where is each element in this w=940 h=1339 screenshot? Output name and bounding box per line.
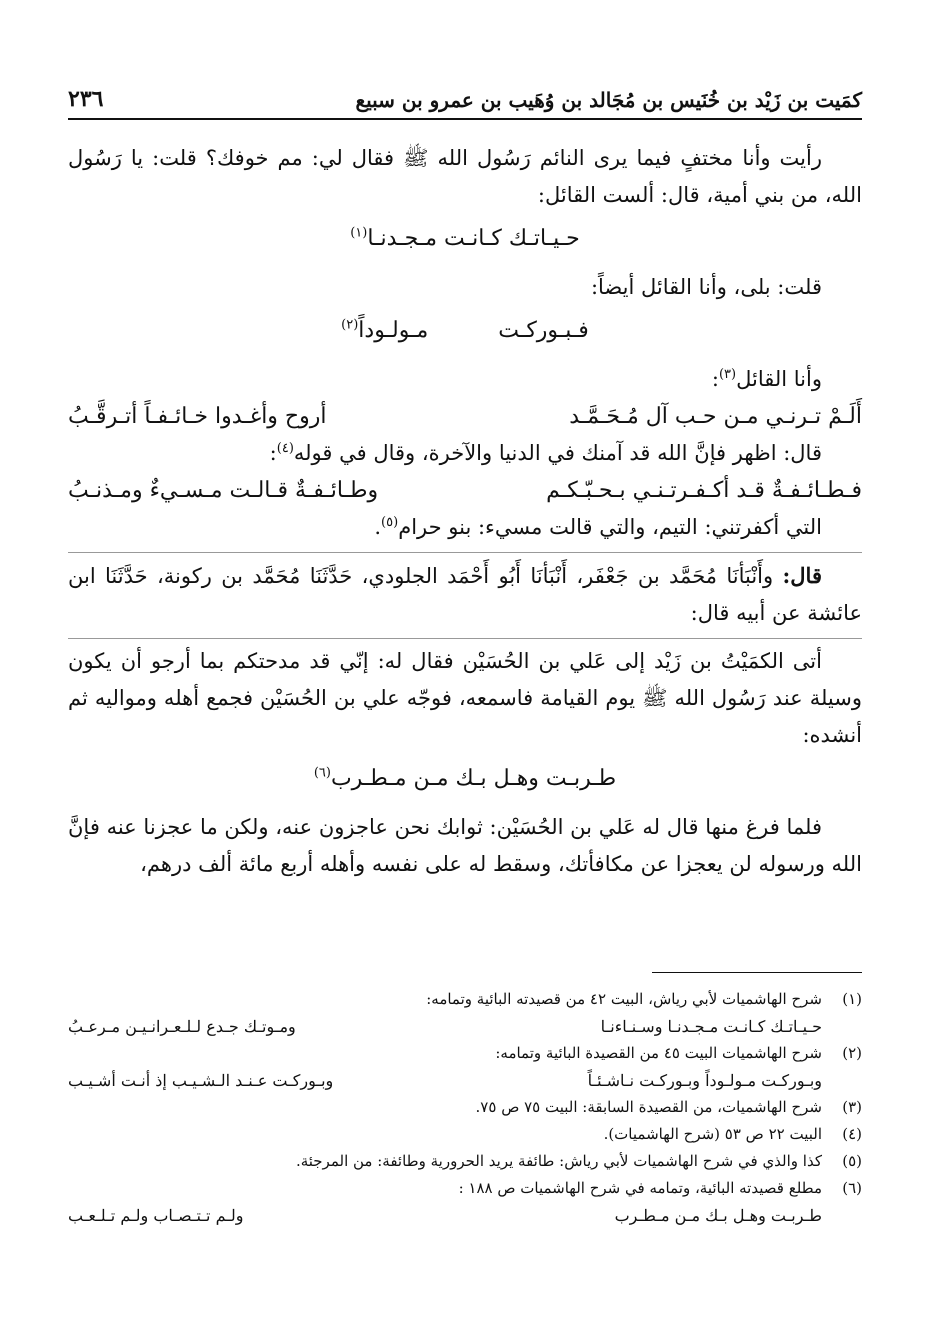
punctuation: : — [711, 367, 719, 391]
footnote-text: شرح الهاشميات البيت ٤٥ من القصيدة البائية وتمامه: — [495, 1044, 822, 1062]
footnote-item — [68, 1148, 862, 1175]
footnotes — [68, 986, 862, 1229]
footnote-number: (١) — [842, 990, 862, 1008]
paragraph-text: قال: اظهر فإنَّ الله قد آمنك في الدنيا والآخرة، وقال في قوله — [293, 441, 822, 465]
verse-hemistich-right: أَلَـمْ تـرنـي مـن حـب آل مُـحَـمَّـد — [569, 404, 862, 429]
footnote-number: (٣) — [842, 1098, 862, 1116]
footnote-text: شرح الهاشميات لأبي رياش، البيت ٤٢ من قصيدته البائية وتمامه: — [426, 990, 822, 1008]
verse-couplet — [68, 398, 862, 435]
verse-text: فـبـوركـت — [498, 318, 589, 343]
footnote-number: (٤) — [842, 1125, 862, 1143]
footnote-verse — [68, 1202, 862, 1229]
page-number: ٢٣٦ — [68, 86, 104, 112]
footnote-ref[interactable]: (٢) — [341, 317, 359, 333]
punctuation: . — [374, 515, 382, 539]
footnote-number: (٥) — [842, 1152, 862, 1170]
verse-text: طـربـت وهـل بـك مـن مـطـرب — [330, 766, 617, 791]
paragraph — [68, 809, 862, 883]
verse-text: مـولـوداً — [358, 318, 429, 343]
verse-hemistich-left: وطـائـفـةٌ قـالـت مـسـيءٌ ومـذنـبُ — [68, 478, 379, 503]
paragraph — [68, 552, 862, 632]
footnote-number: (٢) — [842, 1044, 862, 1062]
paragraph-text: رأيت وأنا مختفٍ فيما يرى النائم رَسُول الله ﷺ فقال لي: مم خوفك؟ قلت: يا رَسُول الله، من بني أمية، قال: ألست القائل: — [68, 146, 862, 207]
verse-hemistich-right: حـيـاتـك كـانـت مـجـدنـا وسـنـاءنـا — [600, 1017, 822, 1036]
footnote-item — [68, 1121, 862, 1148]
footnote-ref[interactable]: (١) — [350, 225, 368, 241]
paragraph — [68, 140, 862, 214]
verse-line — [68, 220, 862, 257]
page-header — [68, 76, 862, 120]
main-text — [68, 140, 862, 883]
footnote-text: كذا والذي في شرح الهاشميات لأبي رياش: طائفة يريد الحرورية وطائفة: من المرجئة. — [295, 1152, 822, 1170]
running-title: كمَيت بن زَيْد بن خُنَيس بن مُجَالد بن وُهَيب بن عمرو بن سبيع — [355, 88, 862, 112]
paragraph-label: قال: — [782, 563, 822, 588]
verse-hemistich-left: ولـم تـتـصـاب ولـم تـلـعـب — [68, 1206, 244, 1225]
verse-line — [68, 760, 862, 797]
verse-hemistich-right: وبـوركـت مـولـوداً وبـوركـت نـاشـئـاً — [587, 1071, 822, 1090]
verse-hemistich-right: فـطـائـفـةٌ قـد أكـفـرتـنـي بـحـبّـكـم — [546, 478, 862, 503]
footnote-ref[interactable]: (٥) — [381, 515, 399, 530]
footnote-ref[interactable]: (٤) — [276, 441, 294, 456]
verse-line — [68, 312, 862, 349]
verse-hemistich-left: ومـوتـك جـدع لـلـعـرانـيـن مـرعـبُ — [68, 1017, 296, 1036]
paragraph — [68, 638, 862, 754]
paragraph — [68, 361, 862, 398]
footnote-ref[interactable]: (٦) — [313, 765, 331, 781]
verse-hemistich-left: وبـوركـت عـنـد الـشـيـب إذ أنـت أشـيـب — [68, 1071, 334, 1090]
paragraph — [68, 435, 862, 472]
paragraph-text: التي أكفرتني: التيم، والتي قالت مسيء: بنو حرام — [398, 515, 822, 539]
verse-hemistich-right: طـربـت وهـل بـك مـن مـطـرب — [614, 1206, 822, 1225]
footnote-item — [68, 1094, 862, 1121]
verse-couplet — [68, 472, 862, 509]
paragraph-text: قلت: بلى، وأنا القائل أيضاً: — [590, 275, 822, 299]
footnote-text: مطلع قصيدته البائية، وتمامه في شرح الهاشميات ص ١٨٨ : — [458, 1179, 822, 1197]
punctuation: : — [269, 441, 277, 465]
footnote-ref[interactable]: (٣) — [718, 367, 737, 382]
paragraph — [68, 509, 862, 546]
paragraph-text: أتى الكمَيْتُ بن زَيْد إلى عَلي بن الحُسَيْن فقال له: إنّي قد مدحتكم بما أرجو أن يكون وسيلة عند رَسُول الله ﷺ يوم القيامة فاسمعه، فوجّه علي بن الحُسَيْن فجمع أهله ومواليه ثم أنشده: — [68, 649, 862, 747]
paragraph-text: وأنا القائل — [736, 367, 822, 391]
footnote-text: شرح الهاشميات، من القصيدة السابقة: البيت ٧٥ ص ٧٥. — [475, 1098, 822, 1116]
footnote-item — [68, 986, 862, 1040]
footnote-verse — [68, 1013, 862, 1040]
footnote-number: (٦) — [842, 1179, 862, 1197]
footnote-divider — [652, 972, 862, 973]
footnote-text: البيت ٢٢ ص ٥٣ (شرح الهاشميات). — [603, 1125, 822, 1143]
footnote-item — [68, 1040, 862, 1094]
footnote-item — [68, 1175, 862, 1229]
paragraph — [68, 269, 862, 306]
verse-hemistich-left: أروح وأغـدوا خـائـفـاً أتـرقَّـبُ — [68, 404, 327, 429]
paragraph-text: وأَنْبَأنَا مُحَمَّد بن جَعْفَر، أَنْبَأنَا أَبُو أَحْمَد الجلودي، حَدَّثَنَا مُحَمَّد بن ركونة، حَدَّثَنَا ابن عائشة عن أبيه قال: — [68, 564, 862, 625]
verse-text: حـيـاتـك كـانـت مـجـدنـا — [367, 226, 580, 251]
footnote-verse — [68, 1067, 862, 1094]
paragraph-text: فلما فرغ منها قال له عَلي بن الحُسَيْن: ثوابك نحن عاجزون عنه، ولكن ما عجزنا عنه فإنَّ الله ورسوله لن يعجزا عن مكافأتك، وسقط له على نفسه وأهله أربع مائة ألف درهم، — [68, 815, 862, 876]
